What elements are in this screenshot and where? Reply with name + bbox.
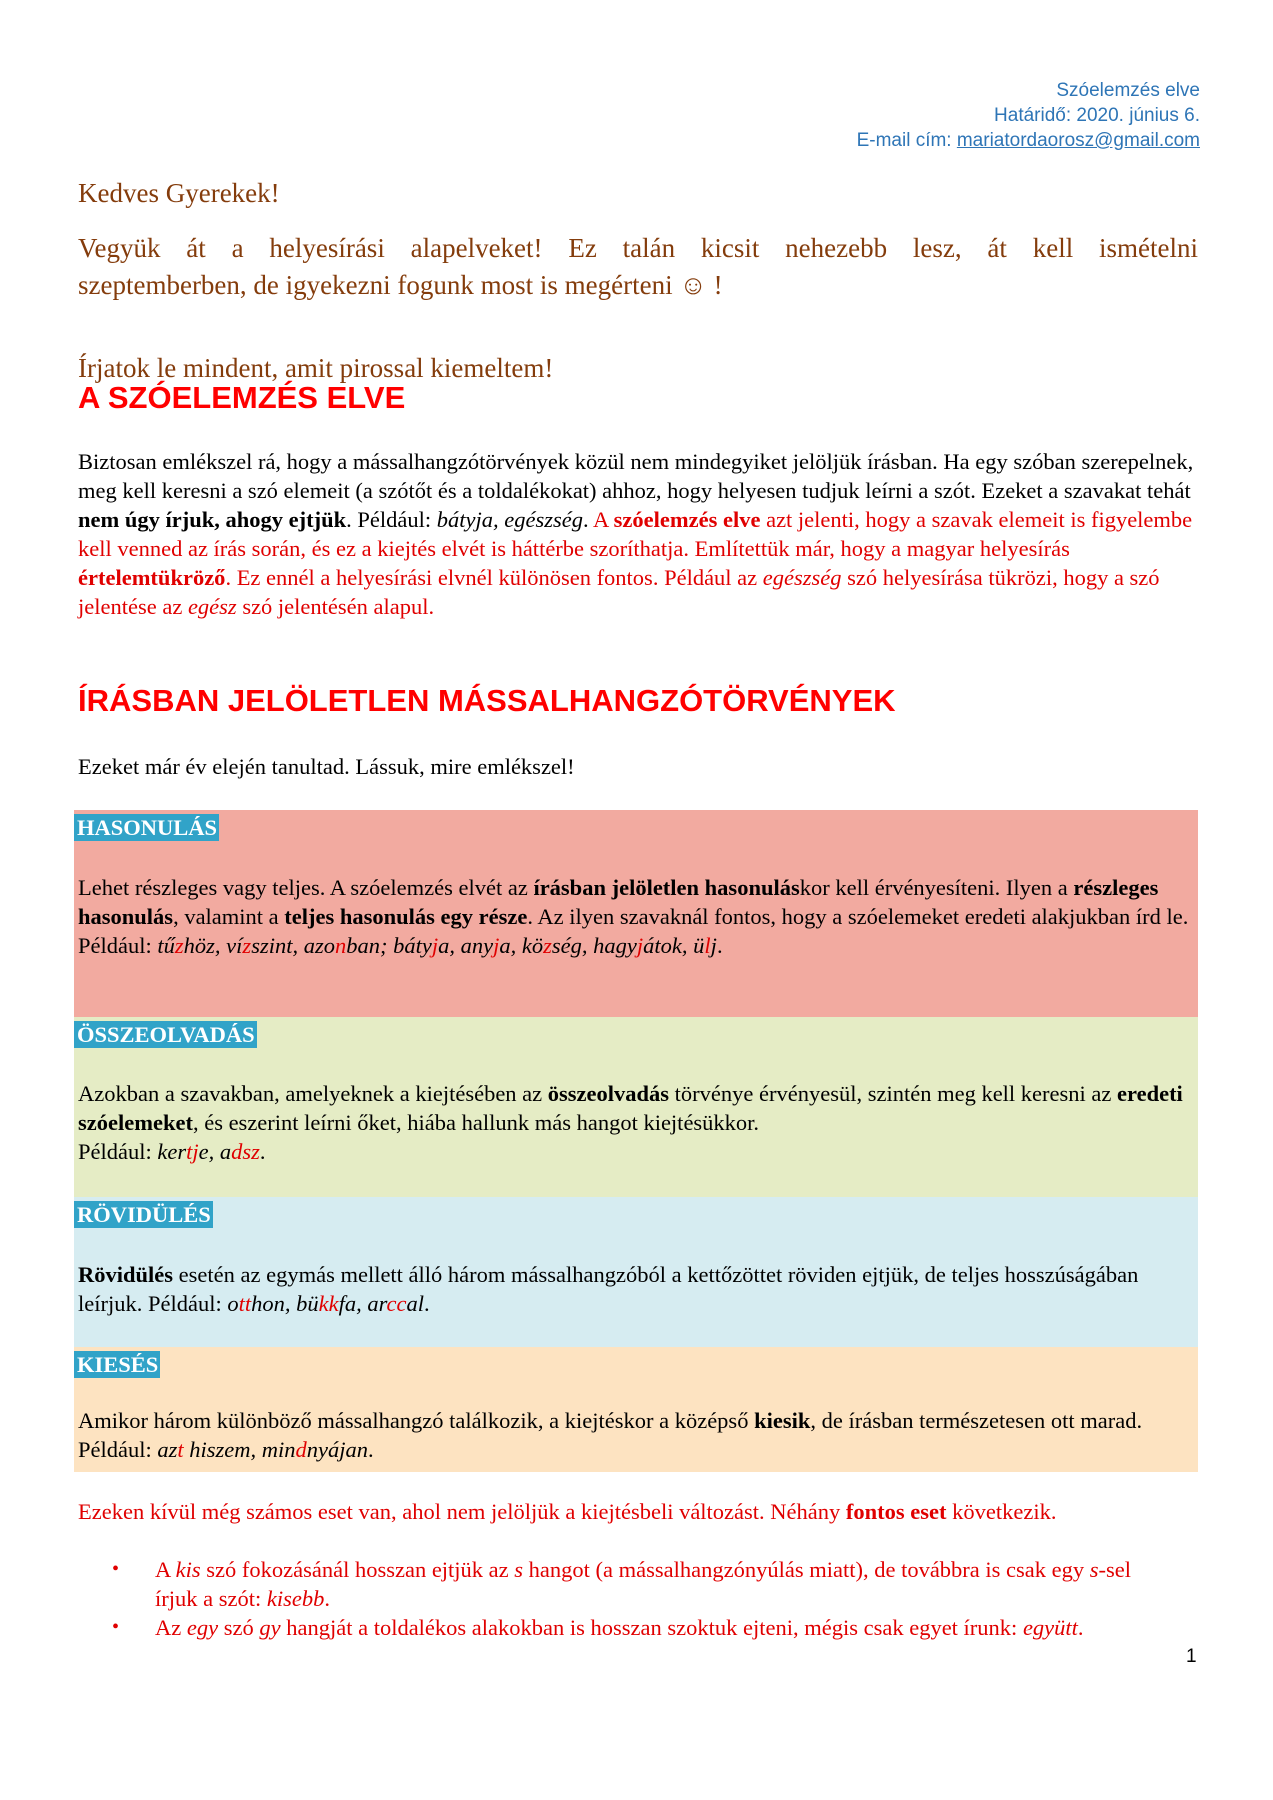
label-kieses: KIESÉS <box>74 1351 160 1378</box>
text-run: . <box>716 933 723 958</box>
section1-paragraph <box>78 447 1200 621</box>
text-run: , valamint a <box>173 904 285 929</box>
osszeolvadas-examples <box>157 1139 260 1164</box>
highlighted-letters: l <box>704 933 711 958</box>
highlighted-letters: n <box>334 933 347 958</box>
example-word: tűzhöz, <box>157 933 227 958</box>
text-run: kiesik <box>754 1408 811 1433</box>
text-run: fontos eset <box>845 1499 947 1524</box>
text-run: Rövidülés <box>78 1262 174 1287</box>
kieses-text <box>78 1406 1194 1464</box>
important-cases-list <box>112 1555 1155 1642</box>
text-run: . <box>583 507 594 532</box>
text-run: kor kell érvényesíteni. Ilyen a <box>799 875 1074 900</box>
text-run: . Például: <box>346 507 437 532</box>
text-run: szó helyesírása tükrözi, hogy a szó jelentése az <box>78 565 1160 619</box>
example-word: adsz <box>219 1139 260 1164</box>
text-run: , de írásban természetesen ott marad. Például: <box>78 1408 1143 1462</box>
osszeolvadas-text <box>78 1079 1194 1166</box>
highlighted-letters: j <box>431 933 439 958</box>
label-rovidules: RÖVIDÜLÉS <box>74 1201 213 1228</box>
highlighted-letters: kk <box>318 1291 339 1316</box>
text-run: szó jelentésén alapul. <box>236 594 435 619</box>
intro-paragraph <box>78 230 1198 304</box>
intro-line-1: Vegyük át a helyesírási alapelveket! Ez talán kicsit nehezebb lesz, át kell ismételni <box>78 233 1198 263</box>
text-run: szó <box>218 1615 260 1640</box>
text-run: egész <box>187 594 237 619</box>
example-word: ülj <box>693 933 717 958</box>
email-label: E-mail cím: <box>856 130 957 151</box>
label-hasonulas: HASONULÁS <box>74 814 219 841</box>
section-heading-szoelemzes: A SZÓELEMZÉS ELVE <box>78 380 406 415</box>
smiley-icon: ☺ <box>679 270 707 300</box>
hasonulas-examples <box>157 933 717 958</box>
text-run: . <box>324 1586 330 1611</box>
text-run: hangot (a mássalhangzónyúlás miatt), de továbbra is csak egy <box>523 1557 1090 1582</box>
text-run: azt jelenti, hogy a szavak elemeit is figyelembe kell venned az írás során, és ez a kiejtés elvét is háttérbe szoríthatja. Említettük már, hogy a magyar helyesírás <box>78 507 1193 561</box>
text-run: bátyja, egészség <box>436 507 583 532</box>
text-run: , és eszerint leírni őket, hiába hallunk más hangot kiejtésükkor. <box>192 1110 760 1135</box>
text-run: teljes hasonulás egy része <box>284 904 528 929</box>
text-run: Ezeken kívül még számos eset van, ahol nem jelöljük a kiejtésbeli változást. Néhány <box>78 1499 846 1524</box>
text-run: kisebb <box>266 1586 325 1611</box>
highlighted-letters: d <box>295 1437 307 1462</box>
document-header <box>857 78 1200 153</box>
hasonulas-text <box>78 873 1194 960</box>
text-run: A <box>155 1557 176 1582</box>
text-run: szóelemzés elve <box>613 507 761 532</box>
text-run: A <box>593 507 614 532</box>
rovidules-examples <box>227 1291 424 1316</box>
example-word: azt hiszem, <box>157 1437 262 1462</box>
highlighted-letters: z <box>174 933 184 958</box>
example-word: mindnyájan <box>261 1437 369 1462</box>
highlighted-letters: j <box>493 933 500 958</box>
instruction-text: Írjatok le mindent, amit pirossal kiemeltem! <box>78 353 554 383</box>
rovidules-text <box>78 1260 1194 1318</box>
highlighted-letters: t <box>177 1437 184 1462</box>
section-heading-irasban-jeloletlen: ÍRÁSBAN JELÖLETLEN MÁSSALHANGZÓTÖRVÉNYEK <box>78 683 896 718</box>
text-run: s <box>1089 1557 1099 1582</box>
example-word: arccal <box>367 1291 425 1316</box>
box-osszeolvadas <box>74 1017 1198 1197</box>
text-run: Azokban a szavakban, amelyeknek a kiejtésében az <box>78 1081 548 1106</box>
box-rovidules <box>74 1197 1198 1347</box>
highlighted-letters: tt <box>238 1291 252 1316</box>
email-link[interactable]: mariatordaorosz@gmail.com <box>956 130 1200 151</box>
text-run: Amikor három különböző mássalhangzó találkozik, a kiejtéskor a középső <box>78 1408 755 1433</box>
text-run: s <box>514 1557 524 1582</box>
text-run: törvénye érvényesül, szintén meg kell keresni az <box>669 1081 1118 1106</box>
text-run: . <box>1077 1615 1084 1640</box>
text-run: kis <box>175 1557 201 1582</box>
text-run: . Az ilyen szavaknál fontos, hogy a szóelemeket eredeti alakjukban írd le. Például: <box>78 904 1189 958</box>
text-run: egy <box>186 1615 219 1640</box>
example-word: kertje, <box>157 1139 220 1164</box>
highlighted-letters: dsz <box>231 1139 260 1164</box>
text-run: -sel írjuk a szót: <box>155 1557 1132 1611</box>
box-kieses <box>74 1347 1198 1472</box>
page-number: 1 <box>1186 1646 1197 1667</box>
text-run: . <box>368 1437 374 1462</box>
highlighted-letters: cc <box>386 1291 407 1316</box>
text-run: . Ez ennél a helyesírási elvnél különösen fontos. Például az <box>225 565 763 590</box>
list-item <box>112 1613 1155 1642</box>
example-word: anyja, <box>460 933 522 958</box>
text-run: eredeti szóelemeket <box>78 1081 1183 1135</box>
example-word: bükkfa, <box>296 1291 368 1316</box>
highlighted-letters: j <box>636 933 644 958</box>
outro-paragraph <box>78 1497 1198 1526</box>
header-title: Szóelemzés elve <box>1056 80 1200 101</box>
example-word: község, <box>521 933 594 958</box>
text-run: írásban jelöletlen hasonulás <box>533 875 800 900</box>
text-run: esetén az egymás mellett álló három mássalhangzóból a kettőzöttet röviden ejtjük, de teljes hosszúságában leírjuk. Például: <box>78 1262 1139 1316</box>
intro-line-2-end: ! <box>706 270 723 300</box>
text-run: részleges hasonulás <box>78 875 1159 929</box>
text-run: hangját a toldalékos alakokban is hosszan szoktuk ejteni, mégis csak egyet írunk: <box>280 1615 1023 1640</box>
example-word: azonban; <box>303 933 394 958</box>
text-run: gy <box>259 1615 281 1640</box>
text-run: . <box>424 1291 430 1316</box>
kieses-examples <box>157 1437 368 1462</box>
highlighted-letters: z <box>543 933 552 958</box>
text-run: Lehet részleges vagy teljes. A szóelemzés elvét az <box>78 875 534 900</box>
header-email-line <box>857 128 1200 153</box>
intro-line-2-text: szeptemberben, de igyekezni fogunk most is megérteni <box>78 270 673 300</box>
label-osszeolvadas: ÖSSZEOLVADÁS <box>74 1021 257 1048</box>
text-run: Például: <box>78 1139 158 1164</box>
greeting <box>78 175 1198 212</box>
header-deadline: Határidő: 2020. június 6. <box>994 105 1200 126</box>
bullet-icon: • <box>112 1616 120 1638</box>
greeting-text: Kedves Gyerekek! <box>78 178 280 208</box>
text-run: következik. <box>946 1499 1057 1524</box>
intro-line-2 <box>78 267 1198 304</box>
highlighted-letters: z <box>242 933 252 958</box>
example-word: vízszint, <box>226 933 304 958</box>
example-word: otthon, <box>227 1291 297 1316</box>
section2-intro: Ezeket már év elején tanultad. Lássuk, mire emlékszel! <box>78 754 575 779</box>
text-run: . <box>259 1139 266 1164</box>
bullet-icon: • <box>112 1558 120 1580</box>
highlighted-letters: tj <box>186 1139 199 1164</box>
list-item <box>112 1555 1155 1613</box>
example-word: hagyjátok, <box>593 933 694 958</box>
example-word: bátyja, <box>393 933 461 958</box>
text-run: együtt <box>1022 1615 1078 1640</box>
text-run: összeolvadás <box>547 1081 670 1106</box>
box-hasonulas <box>74 810 1198 1017</box>
text-run: értelemtükröző <box>78 565 226 590</box>
text-run: Biztosan emlékszel rá, hogy a mássalhangzótörvények közül nem mindegyiket jelöljük írásban. Ha egy szóban szerepelnek, meg kell keresni a szó elemeit (a szótőt és a toldalékokat) ahhoz, hogy helyesen tudjuk leírni a szót. Ezeket a szavakat tehát <box>78 449 1194 503</box>
text-run: egészség <box>762 565 842 590</box>
text-run: Az <box>155 1615 187 1640</box>
text-run: nem úgy írjuk, ahogy ejtjük <box>78 507 347 532</box>
text-run: szó fokozásánál hosszan ejtjük az <box>200 1557 515 1582</box>
